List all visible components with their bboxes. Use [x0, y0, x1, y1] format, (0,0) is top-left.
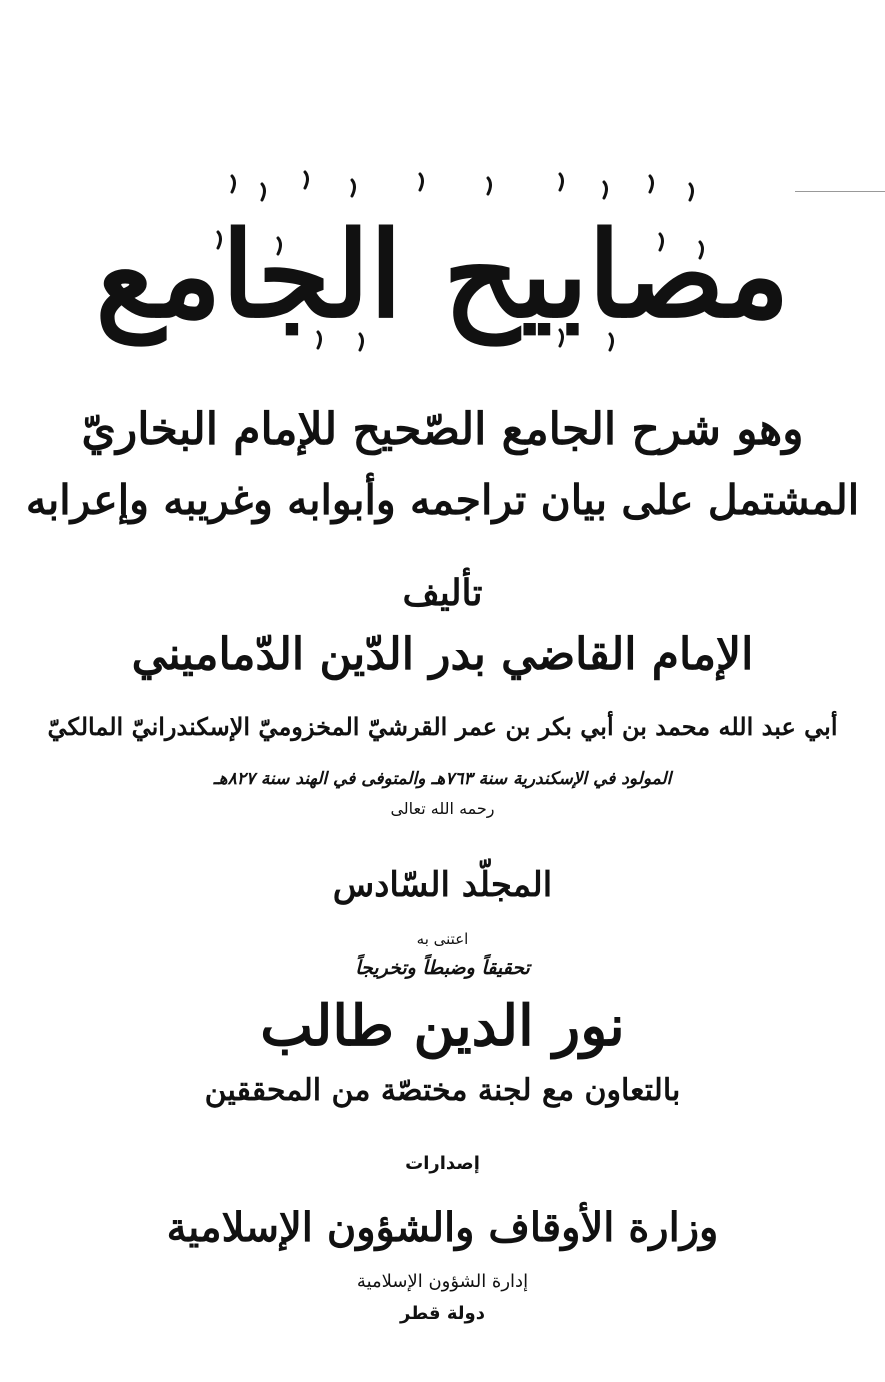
volume-label: المجلّد السّادس: [332, 865, 553, 905]
publisher-label: إصدارات: [405, 1153, 480, 1174]
edit-method: تحقيقاً وضبطاً وتخريجاً: [355, 957, 530, 979]
author-dates: المولود في الإسكندرية سنة ٧٦٣هـ والمتوفى في الهند سنة ٨٢٧هـ: [213, 769, 672, 789]
editor-name: نور الدين طالب: [260, 993, 625, 1059]
author-title: الإمام القاضي بدر الدّين الدّماميني: [131, 629, 754, 680]
country-name: دولة قطر: [400, 1303, 485, 1324]
author-prayer: رحمه الله تعالى: [390, 799, 495, 818]
publisher-name: وزارة الأوقاف والشؤون الإسلامية: [166, 1204, 719, 1251]
subtitle-line-1: وهو شرح الجامع الصّحيح للإمام البخاريّ: [81, 404, 804, 455]
edited-by-label: اعتنى به: [416, 930, 469, 948]
subtitle-line-2: المشتمل على بيان تراجمه وأبوابه وغريبه وإعرابه: [25, 476, 860, 524]
department-name: إدارة الشؤون الإسلامية: [356, 1271, 529, 1292]
collaboration-note: بالتعاون مع لجنة مختصّة من المحققين: [204, 1073, 681, 1108]
book-title: مصابيح الجامع: [95, 205, 790, 344]
authorship-label: تأليف: [402, 572, 483, 614]
author-full-name: أبي عبد الله محمد بن أبي بكر بن عمر القرشيّ المخزوميّ الإسكندرانيّ المالكيّ: [47, 712, 838, 741]
